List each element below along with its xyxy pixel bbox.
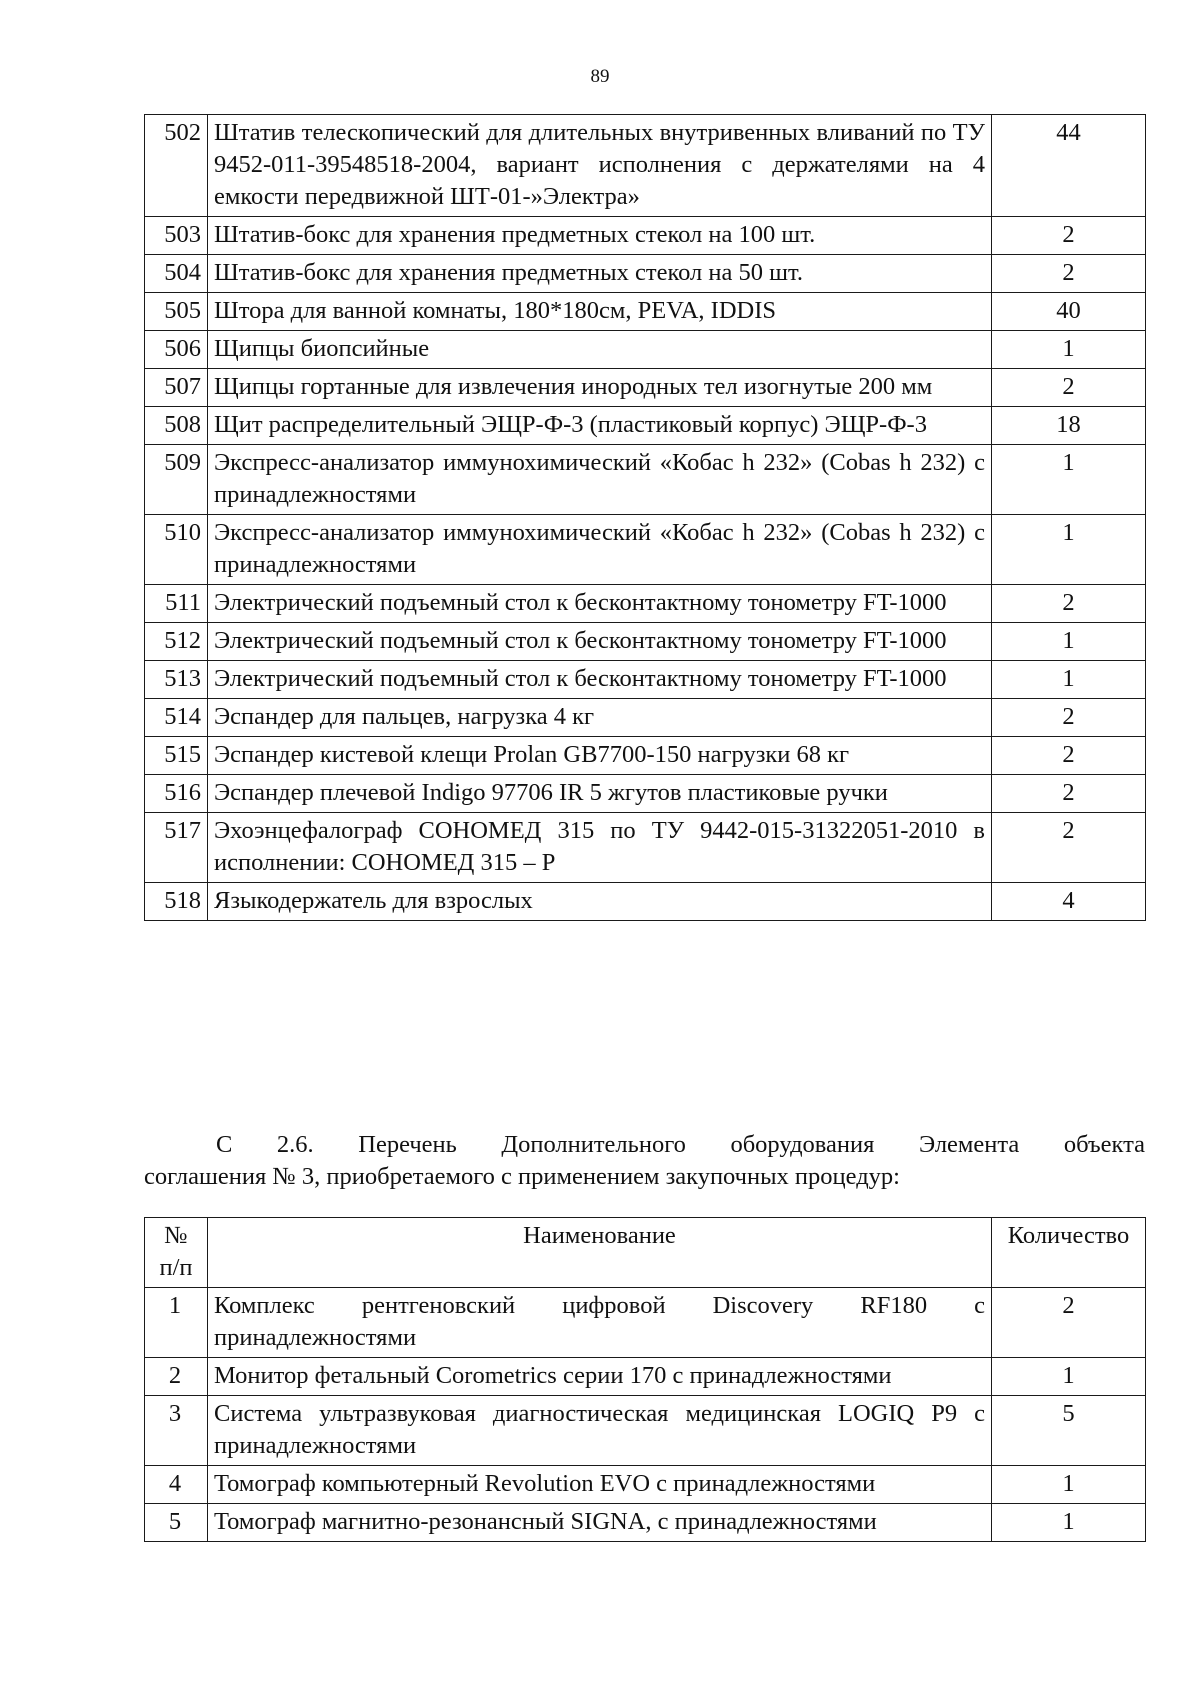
row-number: 505 xyxy=(145,293,208,331)
row-quantity: 5 xyxy=(992,1396,1146,1466)
row-name: Электрический подъемный стол к бесконтактному тонометру FT-1000 xyxy=(208,661,992,699)
table-row xyxy=(145,585,1146,623)
table-row xyxy=(145,699,1146,737)
row-quantity: 18 xyxy=(992,407,1146,445)
row-name: Эхоэнцефалограф СОНОМЕД 315 по ТУ 9442-015-31322051-2010 в исполнении: СОНОМЕД 315 – Р xyxy=(208,813,992,883)
row-quantity: 2 xyxy=(992,369,1146,407)
row-name: Штатив телескопический для длительных внутривенных вливаний по ТУ 9452-011-39548518-2004, вариант исполнения с держателями на 4 емкости передвижной ШТ-01-»Электра» xyxy=(208,115,992,217)
row-number: 508 xyxy=(145,407,208,445)
section-heading-line-2: соглашения № 3, приобретаемого с применением закупочных процедур: xyxy=(144,1163,900,1190)
row-name: Эспандер для пальцев, нагрузка 4 кг xyxy=(208,699,992,737)
table-row xyxy=(145,1466,1146,1504)
table-row xyxy=(145,737,1146,775)
row-quantity: 1 xyxy=(992,445,1146,515)
row-number: 513 xyxy=(145,661,208,699)
table-header-row xyxy=(145,1218,1146,1288)
row-number: 506 xyxy=(145,331,208,369)
row-quantity: 2 xyxy=(992,699,1146,737)
page-number: 89 xyxy=(590,66,610,87)
row-quantity: 44 xyxy=(992,115,1146,217)
header-number-abbrev: п/п xyxy=(159,1254,193,1281)
table-row xyxy=(145,1504,1146,1542)
header-name: Наименование xyxy=(208,1218,992,1288)
row-name: Щипцы гортанные для извлечения инородных тел изогнутые 200 мм xyxy=(208,369,992,407)
row-name: Электрический подъемный стол к бесконтактному тонометру FT-1000 xyxy=(208,585,992,623)
header-number-symbol: № xyxy=(164,1222,188,1249)
table-row xyxy=(145,1288,1146,1358)
row-name: Языкодержатель для взрослых xyxy=(208,883,992,921)
row-number: 510 xyxy=(145,515,208,585)
additional-equipment-table xyxy=(144,1217,1146,1542)
table-row xyxy=(145,445,1146,515)
row-quantity: 2 xyxy=(992,1288,1146,1358)
row-number: 502 xyxy=(145,115,208,217)
row-number: 3 xyxy=(145,1396,208,1466)
table-row xyxy=(145,883,1146,921)
row-quantity: 4 xyxy=(992,883,1146,921)
row-name: Штатив-бокс для хранения предметных стекол на 100 шт. xyxy=(208,217,992,255)
table-row xyxy=(145,515,1146,585)
row-quantity: 1 xyxy=(992,1466,1146,1504)
row-quantity: 1 xyxy=(992,1504,1146,1542)
row-number: 504 xyxy=(145,255,208,293)
row-quantity: 2 xyxy=(992,255,1146,293)
header-number xyxy=(145,1218,208,1288)
table-row xyxy=(145,115,1146,217)
row-name: Щипцы биопсийные xyxy=(208,331,992,369)
equipment-table-continued xyxy=(144,114,1146,921)
row-quantity: 1 xyxy=(992,331,1146,369)
row-number: 509 xyxy=(145,445,208,515)
row-number: 512 xyxy=(145,623,208,661)
row-number: 514 xyxy=(145,699,208,737)
row-name: Электрический подъемный стол к бесконтактному тонометру FT-1000 xyxy=(208,623,992,661)
table-row xyxy=(145,775,1146,813)
row-name: Эспандер плечевой Indigo 97706 IR 5 жгутов пластиковые ручки xyxy=(208,775,992,813)
row-name: Система ультразвуковая диагностическая медицинская LOGIQ P9 с принадлежностями xyxy=(208,1396,992,1466)
row-quantity: 2 xyxy=(992,775,1146,813)
table-row xyxy=(145,331,1146,369)
row-name: Штатив-бокс для хранения предметных стекол на 50 шт. xyxy=(208,255,992,293)
row-quantity: 2 xyxy=(992,737,1146,775)
table-row xyxy=(145,217,1146,255)
row-quantity: 1 xyxy=(992,661,1146,699)
row-number: 518 xyxy=(145,883,208,921)
row-quantity: 1 xyxy=(992,623,1146,661)
row-quantity: 2 xyxy=(992,813,1146,883)
row-quantity: 1 xyxy=(992,1358,1146,1396)
row-number: 1 xyxy=(145,1288,208,1358)
row-number: 2 xyxy=(145,1358,208,1396)
table-row xyxy=(145,255,1146,293)
row-name: Монитор фетальный Corometrics серии 170 с принадлежностями xyxy=(208,1358,992,1396)
row-name: Эспандер кистевой клещи Prolan GB7700-150 нагрузки 68 кг xyxy=(208,737,992,775)
row-number: 517 xyxy=(145,813,208,883)
row-name: Штора для ванной комнаты, 180*180см, PEVA, IDDIS xyxy=(208,293,992,331)
row-name: Щит распределительный ЭЩР-Ф-3 (пластиковый корпус) ЭЩР-Ф-3 xyxy=(208,407,992,445)
table-row xyxy=(145,623,1146,661)
header-quantity: Количество xyxy=(992,1218,1146,1288)
table-row xyxy=(145,293,1146,331)
row-number: 516 xyxy=(145,775,208,813)
row-number: 4 xyxy=(145,1466,208,1504)
row-quantity: 2 xyxy=(992,585,1146,623)
row-name: Томограф магнитно-резонансный SIGNA, с принадлежностями xyxy=(208,1504,992,1542)
row-quantity: 2 xyxy=(992,217,1146,255)
section-heading-line-1: С 2.6. Перечень Дополнительного оборудования Элемента объекта xyxy=(216,1131,1145,1158)
row-number: 515 xyxy=(145,737,208,775)
table-row xyxy=(145,369,1146,407)
table-row xyxy=(145,1358,1146,1396)
table-row xyxy=(145,813,1146,883)
row-number: 507 xyxy=(145,369,208,407)
row-number: 511 xyxy=(145,585,208,623)
section-heading-c2-6 xyxy=(144,1129,1145,1193)
row-name: Экспресс-анализатор иммунохимический «Кобас h 232» (Cobas h 232) с принадлежностями xyxy=(208,445,992,515)
table-row xyxy=(145,661,1146,699)
row-quantity: 1 xyxy=(992,515,1146,585)
row-name: Экспресс-анализатор иммунохимический «Кобас h 232» (Cobas h 232) с принадлежностями xyxy=(208,515,992,585)
row-number: 5 xyxy=(145,1504,208,1542)
table-row xyxy=(145,1396,1146,1466)
row-quantity: 40 xyxy=(992,293,1146,331)
row-name: Томограф компьютерный Revolution EVO с принадлежностями xyxy=(208,1466,992,1504)
row-number: 503 xyxy=(145,217,208,255)
table-row xyxy=(145,407,1146,445)
row-name: Комплекс рентгеновский цифровой Discovery RF180 с принадлежностями xyxy=(208,1288,992,1358)
